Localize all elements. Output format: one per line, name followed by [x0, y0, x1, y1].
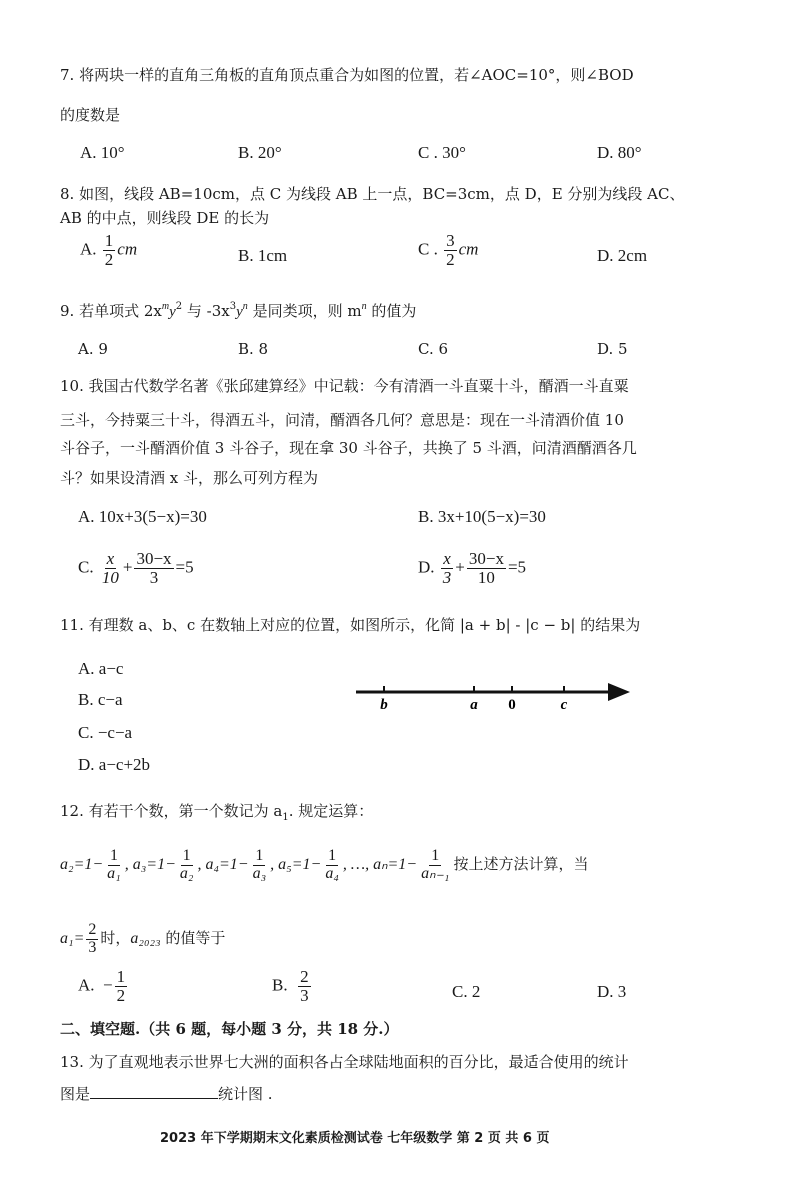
- q8-line1: 8. 如图，线段 AB=10cm，点 C 为线段 AB 上一点，BC=3cm，点 D，E 分别为线段 AC、: [60, 185, 685, 203]
- q11-option-b: B. c−a: [78, 690, 123, 709]
- q10-line1: 10. 我国古代数学名著《张邱建算经》中记载：今有清酒一斗直粟十斗，醑酒一斗直粟: [60, 377, 629, 395]
- q7-line2: 的度数是: [60, 106, 121, 124]
- q13-answer-blank[interactable]: [90, 1084, 218, 1099]
- q7-option-c: C . 30°: [418, 143, 466, 162]
- q10-option-a: A. 10x+3(5−x)=30: [78, 507, 207, 526]
- q8-option-c: C . $\frac{3}{2}$ cm: [418, 231, 479, 269]
- q10-option-d: D. $\frac{x}{3}$ + $\frac{30-x}{10}$ =5: [418, 549, 527, 587]
- section-heading: 二、填空题.（共 6 题，每小题 3 分，共 18 分.）: [60, 1020, 399, 1038]
- q13-line2: 图是 统计图 .: [60, 1085, 273, 1103]
- q8-line2: AB 的中点，则线段 DE 的长为: [60, 209, 270, 227]
- q12-option-b: B. $\frac{2}{3}$: [272, 967, 309, 1005]
- q10-line4: 斗？如果设清酒 x 斗，那么可列方程为: [60, 469, 318, 487]
- q10-line2: 三斗，今持粟三十斗，得酒五斗，问清，醑酒各几何？意思是：现在一斗清酒价值 10: [60, 411, 624, 429]
- q8-option-d: D. 2cm: [597, 246, 648, 265]
- q7-line1: 7. 将两块一样的直角三角板的直角顶点重合为如图的位置，若∠AOC=10°，则∠BOD: [60, 66, 634, 84]
- q9-option-c: C. 6: [418, 340, 449, 358]
- q9-option-d: D. 5: [597, 340, 628, 358]
- q11-stem: 11. 有理数 a、b、c 在数轴上对应的位置，如图所示，化简 |a + b| - |c − b| 的结果为: [60, 616, 641, 634]
- number-line-arrow: [608, 683, 630, 701]
- number-line-label: 0: [508, 697, 516, 713]
- q12-condition: a₁= $\frac{2}{3}$ 时，a₂₀₂₃ 的值等于: [60, 921, 226, 956]
- q12-formula: a₂=1− $\frac{1}{\text{a₁}}$ , a₃=1− $\frac{1}{\text{a₂}}$ , a₄=1− $\frac{1}{\text{a₃}}$ , a₅=1− $\frac{1}{\text{a₄}}$ , …, aₙ=1− $\frac{1}{\text{aₙ₋₁}}$ 按上述方法计算，当: [60, 847, 589, 882]
- q12-option-c: C. 2: [452, 982, 481, 1001]
- q10-option-b: B. 3x+10(5−x)=30: [418, 507, 546, 526]
- q7-option-b: B. 20°: [238, 143, 282, 162]
- number-line-label: b: [380, 697, 388, 713]
- q11-option-c: C. −c−a: [78, 723, 133, 742]
- number-line-label: c: [560, 697, 568, 713]
- q12-option-a: A. − $\frac{1}{2}$: [78, 967, 126, 1005]
- q9-option-a: A. 9: [78, 340, 108, 358]
- number-line-label: a: [470, 697, 478, 713]
- q9-option-b: B. 8: [238, 340, 269, 358]
- q7-option-d: D. 80°: [597, 143, 642, 162]
- q8-option-b: B. 1cm: [238, 246, 288, 265]
- q13-line1: 13. 为了直观地表示世界七大洲的面积各占全球陆地面积的百分比，最适合使用的统计: [60, 1053, 629, 1071]
- q12-line1: 12. 有若干个数，第一个数记为 $a_1$. 规定运算：: [60, 802, 374, 823]
- q11-option-d: D. a−c+2b: [78, 755, 151, 774]
- q11-option-a: A. a−c: [78, 659, 124, 678]
- q9-stem: 9. 若单项式 $2x^my^2$ 与 $-3x^3y^n$ 是同类项，则 $m^n$ 的值为: [60, 301, 417, 320]
- page-footer: 2023 年下学期期末文化素质检测试卷 七年级数学 第 2 页 共 6 页: [160, 1131, 550, 1146]
- number-line-figure: [350, 676, 640, 716]
- q7-option-a: A. 10°: [80, 143, 125, 162]
- q8-option-a: A. $\frac{1}{2}$ cm: [80, 231, 138, 269]
- q10-option-c: C. $\frac{x}{10}$ + $\frac{30-x}{3}$ =5: [78, 549, 194, 587]
- q12-option-d: D. 3: [597, 982, 627, 1001]
- q10-line3: 斗谷子，一斗醑酒价值 3 斗谷子，现在拿 30 斗谷子，共换了 5 斗酒，问清酒醑酒各几: [60, 439, 637, 457]
